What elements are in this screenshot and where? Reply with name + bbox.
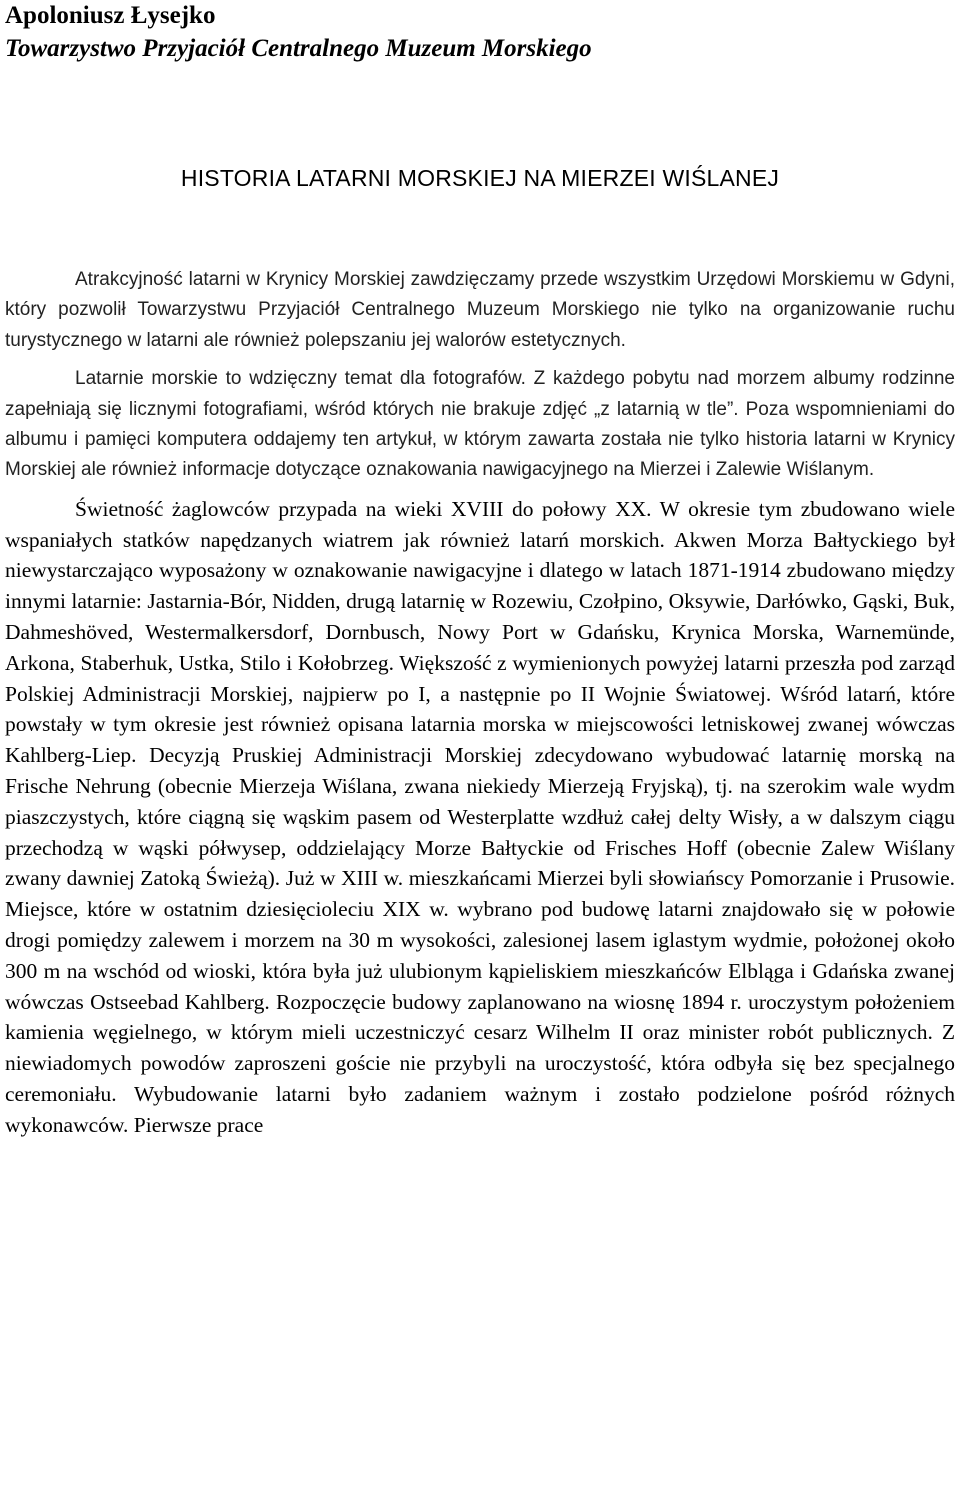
- paragraph-history: Świetność żaglowców przypada na wieki XVIII do połowy XX. W okresie tym zbudowano wiele wspaniałych statków napędzanych wiatrem jak również latarń morskich. Akwen Morza Bałtyckiego był niewystarczająco wyposażony w oznakowanie nawigacyjne i dlatego w latach 1871-1914 zbudowano między innymi latarnie: Jastarnia-Bór, Nidden, drugą latarnię w Rozewiu, Czołpino, Oksywie, Darłówko, Gąski, Buk, Dahmeshöved, Westermalkersdorf, Dornbusch, Nowy Port w Gdańsku, Krynica Morska, Warnemünde, Arkona, Staberhuk, Ustka, Stilo i Kołobrzeg. Większość z wymienionych powyżej latarni przeszła pod zarząd Polskiej Administracji Morskiej, najpierw po I, a następnie po II Wojnie Światowej. Wśród latarń, które powstały w tym okresie jest również opisana latarnia morska w miejscowości letniskowej zwanej wówczas Kahlberg-Liep. Decyzją Pruskiej Administracji Morskiej zdecydowano wybudować latarnię morską na Frische Nehrung (obecnie Mierzeja Wiślana, zwana niekiedy Mierzeją Fryjską), tj. na szerokim wale wydm piaszczystych, które ciągną się wąskim pasem od Westerplatte wzdłuż całej delty Wisły, a w dalszym ciągu przechodzą w wąski półwysep, oddzielający Morze Bałtyckie od Frisches Hoff (obecnie Zalew Wiślany zwany dawniej Zatoką Świeżą). Już w XIII w. mieszkańcami Mierzei byli słowiańscy Pomorzanie i Prusowie. Miejsce, które w ostatnim dziesięcioleciu XIX w. wybrano pod budowę latarni znajdowało się w połowie drogi pomiędzy zalewem i morzem na 30 m wysokości, zalesionej lasem iglastym wydmie, położonej około 300 m na wschód od wioski, która była już ulubionym kąpieliskiem mieszkańców Elbląga i Gdańska zwanej wówczas Ostseebad Kahlberg. Rozpoczęcie budowy zaplanowano na wiosnę 1894 r. uroczystym położeniem kamienia węgielnego, w którym mieli uczestniczyć cesarz Wilhelm II oraz minister robót publicznych. Z niewiadomych powodów zaproszeni goście nie przybyli na uroczystość, która odbyła się bez specjalnego ceremoniału. Wybudowanie latarni było zadaniem ważnym i zostało podzielone pośród różnych wykonawców. Pierwsze prace: [5, 496, 955, 1137]
- paragraph-photography: Latarnie morskie to wdzięczny temat dla fotografów. Z każdego pobytu nad morzem albumy rodzinne zapełniają się licznymi fotografiami, wśród których nie brakuje zdjęć „z latarnią w tle”. Poza wspomnieniami do albumu i pamięci komputera oddajemy ten artykuł, w którym zawarta została nie tylko historia latarni w Krynicy Morskiej ale również informacje dotyczące oznakowania nawigacyjnego na Mierzei i Zalewie Wiślanym.: [5, 368, 955, 481]
- document-title: HISTORIA LATARNI MORSKIEJ NA MIERZEI WIŚLANEJ: [180, 165, 780, 191]
- author-affiliation: Towarzystwo Przyjaciół Centralnego Muzeum Morskiego: [5, 35, 592, 62]
- paragraph-intro: Atrakcyjność latarni w Krynicy Morskiej zawdzięczamy przede wszystkim Urzędowi Morskiemu w Gdyni, który pozwolił Towarzystwu Przyjaciół Centralnego Muzeum Morskiego nie tylko na organizowanie ruchu turystycznego w latarni ale również polepszaniu jej walorów estetycznych.: [5, 269, 955, 351]
- author-name: Apoloniusz Łysejko: [5, 2, 216, 29]
- article-body: [5, 265, 955, 1149]
